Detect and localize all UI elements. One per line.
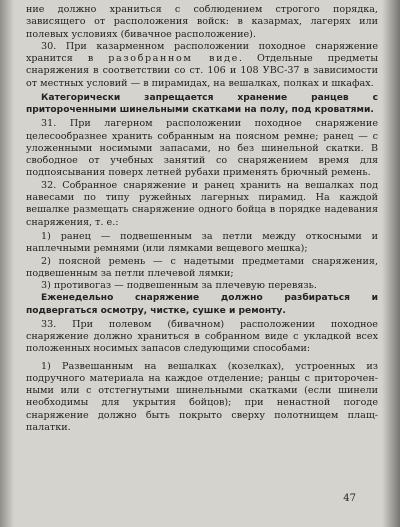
list-item-3: 3) противогаз — подвешенным за плечевую перевязь.: [41, 280, 317, 292]
list-item-2: 2) поясной ремень — с надетыми предметами снаряжения, подвешенным за петли плечевой лямки;: [26, 255, 378, 279]
paragraph-30-spaced: разобранном виде: [108, 53, 239, 65]
paragraph-30: [26, 41, 378, 90]
page-edge-shadow: [382, 0, 400, 527]
bold-warning-1: Категорически запрещается хранение ранцев с притороченными шинельными скатками на полу, под кроватями.: [26, 93, 378, 116]
page-number: 47: [343, 492, 356, 504]
paragraph-33-item-1: 1) Развешанным на вешалках (козелках), устроенных из подручного материала на каждое отделение; ранцы с притороченными или с отстегнутыми шинельными скатками (если шинели необходимы для укрытия бойцов); при ненастной погоде снаряжение должно быть покрыто сверху полотнищем плащ-палатки.: [26, 360, 378, 433]
bold-warning-2: Еженедельно снаряжение должно разбираться и подвергаться осмотру, чистке, сушке и ремонту.: [26, 293, 378, 316]
paragraph-33: 33. При полевом (бивачном) расположении походное снаряжение должно храниться в собранном виде с укладкой всех положенных носимых запасов следующими способами:: [26, 318, 378, 355]
paragraph-30-start: 30. При казарменном расположении походное снаряжение хранится в: [26, 40, 378, 65]
paragraph-32: 32. Собранное снаряжение и ранец хранить на вешалках под навесами по типу ружейных лагерных пирамид. На каждой вешалке размещать снаряжение одного бойца в порядке надевания снаряжения, т. е.:: [26, 179, 378, 228]
paragraph-31: 31. При лагерном расположении походное снаряжение целесообразнее хранить собранным на поясном ремне; ранец — с уложенными носимыми запасами, но без шинельной скатки. В свободное от учебных занятий со снаряжением время для подпоясывания поверх летней рубахи применять брючный ремень.: [26, 118, 378, 179]
page-gutter-shadow: [0, 0, 14, 527]
list-item-1: 1) ранец — подвешенным за петли между откосными и наплечными ремнями (или лямками вещевого мешка);: [26, 230, 378, 255]
paragraph-continuation: ние должно храниться с соблюдением строгого порядка, зависящего от расположения войск: в казармах, лагерях или полевых условиях (бивачное расположение).: [26, 4, 378, 40]
paragraph-30-end: . Отдельные предметы снаряжения в соответствии со ст. 106 и 108 УВС-37 в зависимости от местных условий — в пирамидах, на вешалках, полках и шкафах.: [26, 53, 378, 89]
